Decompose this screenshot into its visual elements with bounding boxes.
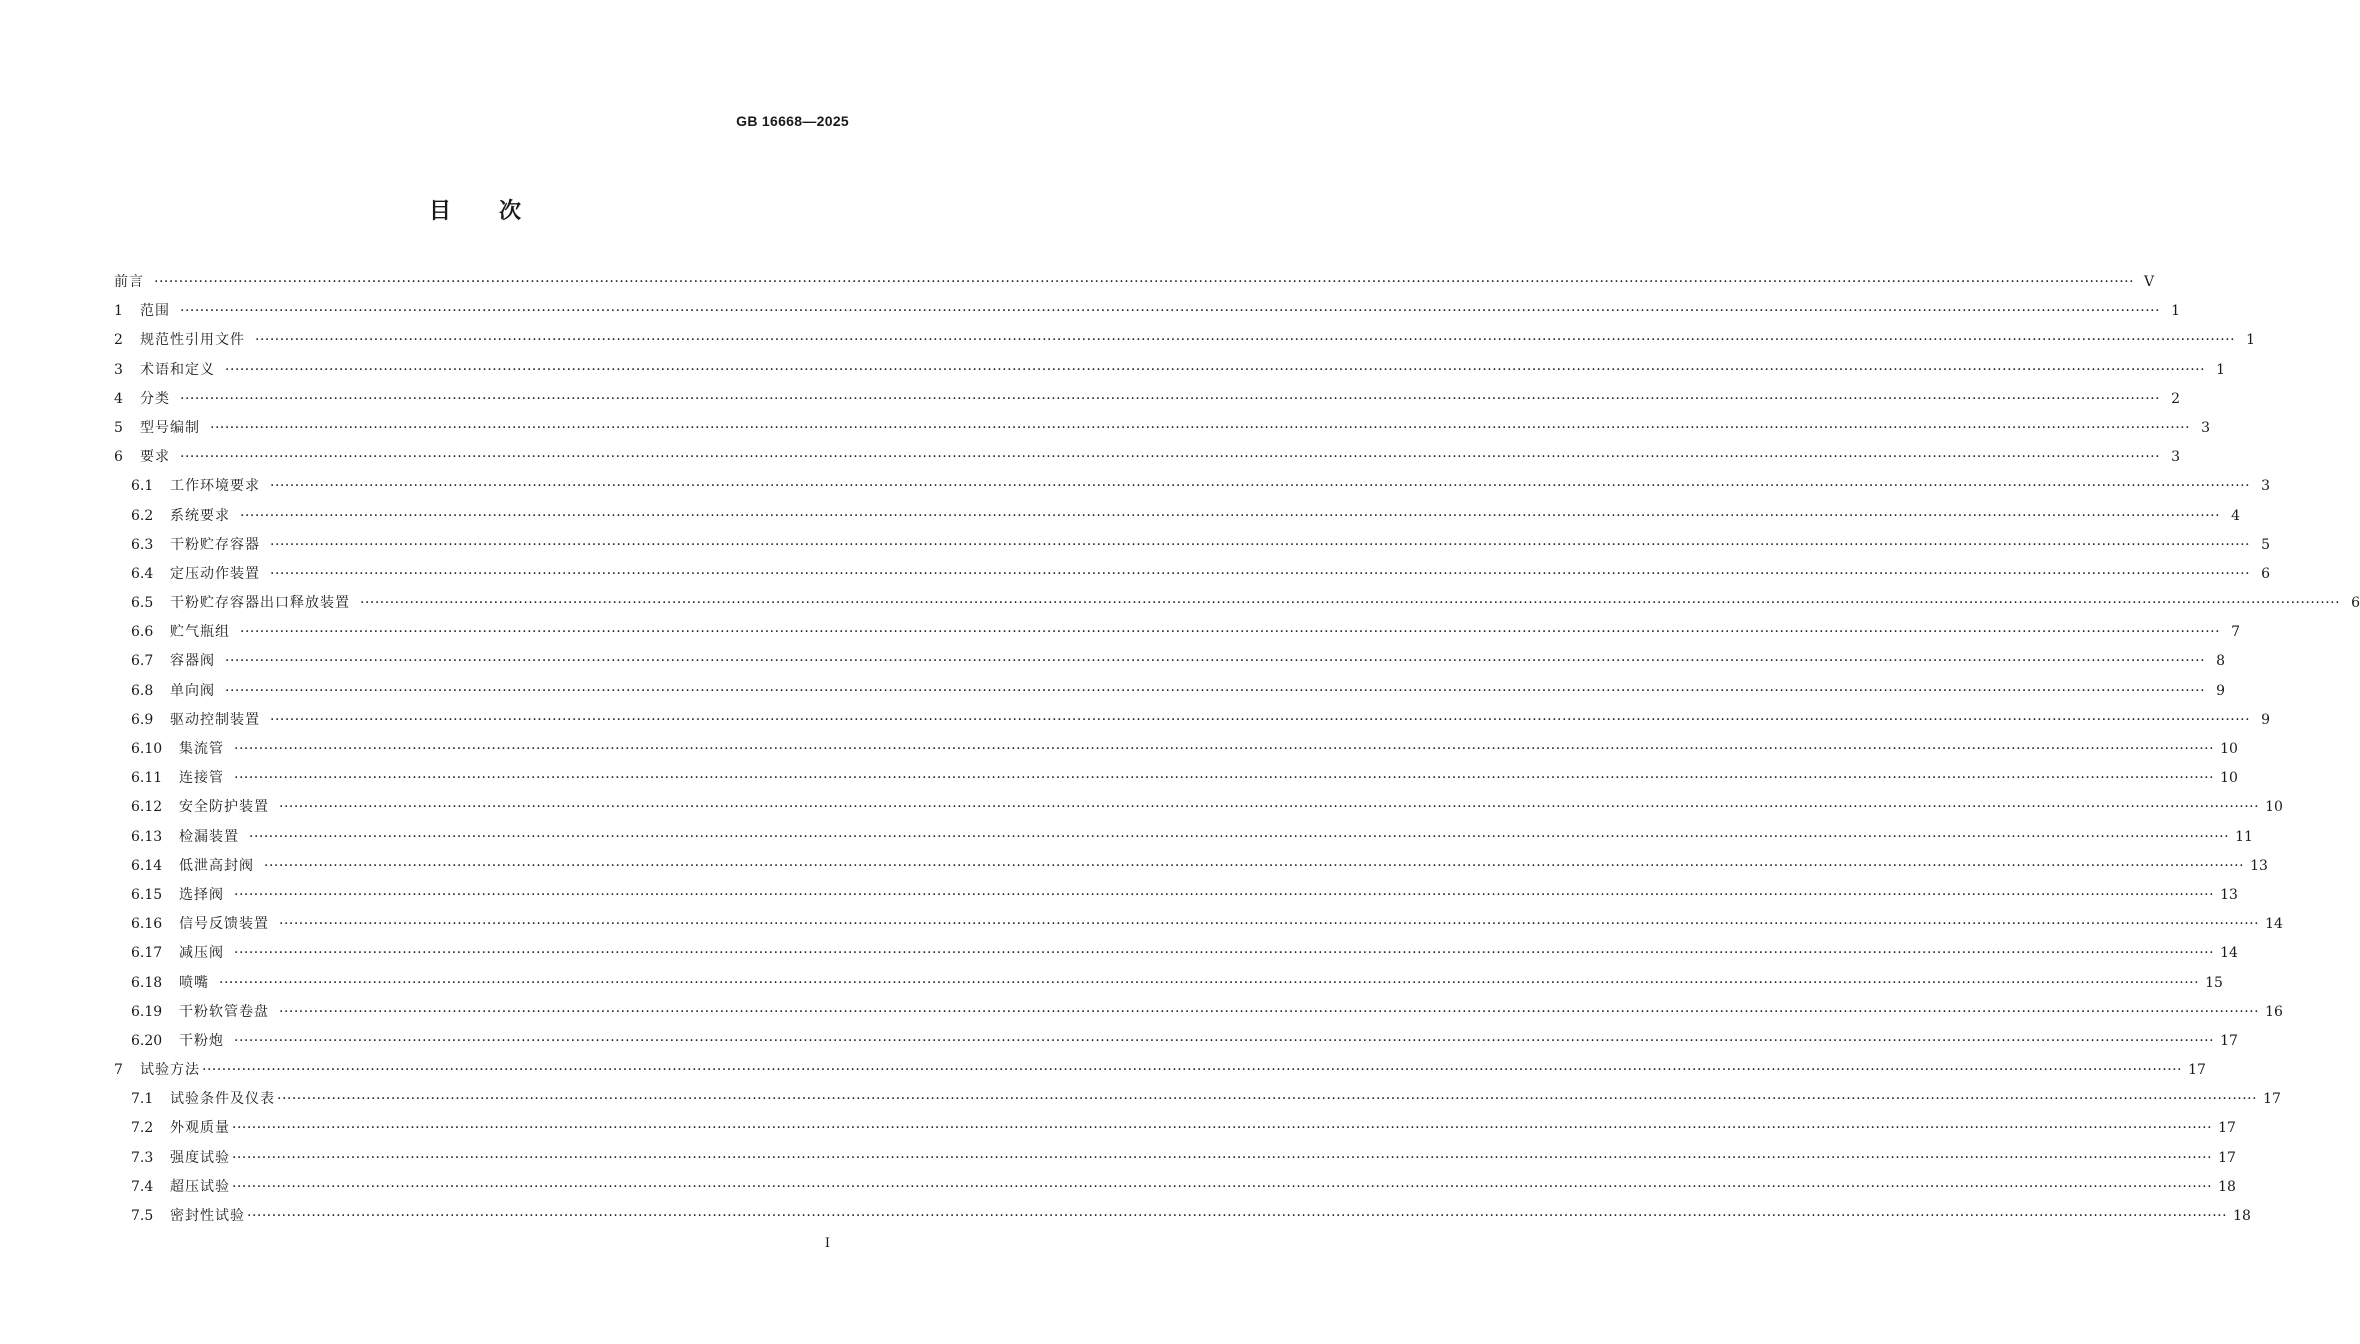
toc-leader-dots: ················································································································································································································································································································································································································ xyxy=(240,507,2221,524)
toc-entry-page: 17 xyxy=(2218,1149,2236,1166)
toc-entry-page: 17 xyxy=(2218,1120,2236,1137)
toc-entry-label: 试验条件及仪表 xyxy=(170,1091,275,1108)
toc-entry[interactable] xyxy=(114,677,2226,706)
toc-entry[interactable] xyxy=(114,1173,2236,1202)
toc-entry-page: 10 xyxy=(2265,799,2283,816)
toc-entry-number: 7.3 xyxy=(131,1149,154,1166)
toc-entry[interactable] xyxy=(114,297,2181,326)
toc-entry-label: 外观质量 xyxy=(170,1120,230,1137)
toc-entry-label: 集流管 xyxy=(179,741,224,757)
toc-entry-page: 6 xyxy=(2261,565,2271,582)
page-number: Ⅰ xyxy=(824,1236,830,1251)
toc-entry-page: 17 xyxy=(2188,1062,2206,1079)
toc-entry-number: 6.7 xyxy=(131,653,154,670)
toc-entry-label: 贮气瓶组 xyxy=(170,624,230,641)
toc-leader-dots: ················································································································································································································································································································································································································ xyxy=(234,945,2215,962)
toc-leader-dots: ················································································································································································································································································································································································································ xyxy=(279,916,2260,933)
toc-leader-dots: ················································································································································································································································································································································································································ xyxy=(180,449,2161,466)
toc-leader-dots: ················································································································································································································································································································································································································ xyxy=(234,1032,2215,1049)
toc-leader-dots: ················································································································································································································································································································································································································ xyxy=(240,624,2221,641)
toc-leader-dots: ················································································································································································································································································································································································································ xyxy=(202,1062,2183,1079)
toc-leader-dots: ················································································································································································································································································································································································································ xyxy=(360,595,2341,612)
toc-entry-number: 6.1 xyxy=(131,478,154,495)
toc-leader-dots: ················································································································································································································································································································································································································ xyxy=(247,1208,2228,1224)
toc-leader-dots: ················································································································································································································································································································································································································ xyxy=(180,303,2161,320)
toc-entry-label: 干粉贮存容器出口释放装置 xyxy=(170,595,350,612)
toc-leader-dots: ················································································································································································································································································································································································································ xyxy=(210,419,2191,436)
toc-entry[interactable] xyxy=(114,823,2253,852)
toc-entry-page: 9 xyxy=(2216,682,2226,699)
toc-entry-label: 单向阀 xyxy=(170,682,215,699)
toc-entry[interactable] xyxy=(114,735,2238,764)
toc-entry-page: 13 xyxy=(2250,857,2268,874)
toc-entry-number: 6.20 xyxy=(131,1032,163,1049)
toc-leader-dots: ················································································································································································································································································································································································································ xyxy=(225,682,2206,699)
toc-entry-label: 选择阀 xyxy=(179,886,224,903)
toc-entry-label: 驱动控制装置 xyxy=(170,711,260,728)
toc-entry-label: 强度试验 xyxy=(170,1149,230,1166)
toc-entry-page: Ⅴ xyxy=(2143,274,2155,290)
toc-entry[interactable] xyxy=(114,793,2283,822)
toc-leader-dots: ················································································································································································································································································································································································································ xyxy=(180,390,2161,407)
toc-entry-page: 10 xyxy=(2220,741,2238,757)
toc-entry-number: 6.16 xyxy=(131,916,163,933)
toc-entry-number: 7.1 xyxy=(131,1091,154,1108)
toc-entry[interactable] xyxy=(114,385,2181,414)
toc-entry-page: 1 xyxy=(2171,303,2181,320)
toc-entry-number: 6.3 xyxy=(131,536,154,553)
toc-entry-page: 3 xyxy=(2171,449,2181,466)
toc-entry-page: 3 xyxy=(2261,478,2271,495)
toc-leader-dots: ················································································································································································································································································································································································································ xyxy=(279,799,2260,816)
toc-entry[interactable] xyxy=(114,502,2241,531)
toc-leader-dots: ················································································································································································································································································································································································································ xyxy=(270,478,2251,495)
toc-entry-label: 分类 xyxy=(140,390,170,407)
toc-entry[interactable] xyxy=(114,472,2271,501)
toc-entry-page: 13 xyxy=(2220,886,2238,903)
toc-entry-label: 型号编制 xyxy=(140,419,200,436)
toc-entry-label: 减压阀 xyxy=(179,945,224,962)
toc-entry-page: 9 xyxy=(2261,711,2271,728)
toc-entry-label: 超压试验 xyxy=(170,1178,230,1195)
toc-entry-page: 1 xyxy=(2216,361,2226,378)
toc-entry-label: 检漏装置 xyxy=(179,828,239,845)
toc-entry-page: 8 xyxy=(2216,653,2226,670)
toc-entry-label: 试验方法 xyxy=(140,1062,200,1079)
toc-entry-label: 工作环境要求 xyxy=(170,478,260,495)
toc-entry-number: 6.17 xyxy=(131,945,163,962)
toc-entry-label: 前言 xyxy=(114,274,144,290)
toc-entry[interactable] xyxy=(114,560,2271,589)
toc-entry[interactable] xyxy=(114,443,2181,472)
toc-entry-label: 干粉软管卷盘 xyxy=(179,1003,269,1020)
toc-entry[interactable] xyxy=(114,1114,2236,1143)
toc-entry[interactable] xyxy=(114,356,2226,385)
toc-entry[interactable] xyxy=(114,326,2256,355)
toc-entry-number: 6.13 xyxy=(131,828,163,845)
toc-leader-dots: ················································································································································································································································································································································································································ xyxy=(154,274,2135,290)
toc-entry-page: 7 xyxy=(2231,624,2241,641)
toc-leader-dots: ················································································································································································································································································································································································································ xyxy=(232,1120,2213,1137)
toc-entry[interactable] xyxy=(114,1027,2238,1056)
toc-entry-label: 安全防护装置 xyxy=(179,799,269,816)
toc-entry-page: 18 xyxy=(2218,1178,2236,1195)
toc-entry-page: 3 xyxy=(2201,419,2211,436)
toc-entry-number: 4 xyxy=(114,390,123,407)
toc-entry-page: 6 xyxy=(2351,595,2360,612)
toc-leader-dots: ················································································································································································································································································································································································································ xyxy=(234,741,2215,757)
toc-entry-page: 4 xyxy=(2231,507,2241,524)
toc-entry-label: 喷嘴 xyxy=(179,974,209,991)
toc-entry-number: 1 xyxy=(114,303,123,320)
toc-entry-page: 17 xyxy=(2263,1091,2281,1108)
toc-entry-label: 术语和定义 xyxy=(140,361,215,378)
toc-entry-number: 6.10 xyxy=(131,741,163,757)
toc-entry-label: 范围 xyxy=(140,303,170,320)
toc-entry-page: 14 xyxy=(2220,945,2238,962)
toc-entry-page: 1 xyxy=(2246,332,2256,349)
toc-leader-dots: ················································································································································································································································································································································································································ xyxy=(232,1178,2213,1195)
toc-entry-page: 14 xyxy=(2265,916,2283,933)
toc-leader-dots: ················································································································································································································································································································································································································ xyxy=(234,886,2215,903)
toc-entry-number: 6.15 xyxy=(131,886,163,903)
toc-entry-page: 2 xyxy=(2171,390,2181,407)
toc-entry-number: 7.2 xyxy=(131,1120,154,1137)
toc-entry-number: 6.8 xyxy=(131,682,154,699)
toc-leader-dots: ················································································································································································································································································································································································································ xyxy=(264,857,2245,874)
toc-entry[interactable] xyxy=(114,881,2238,910)
toc-entry-label: 规范性引用文件 xyxy=(140,332,245,349)
toc-entry-number: 2 xyxy=(114,332,123,349)
toc-entry-label: 密封性试验 xyxy=(170,1208,245,1224)
toc-entry[interactable] xyxy=(114,1202,2251,1231)
toc-entry[interactable] xyxy=(114,589,2360,618)
toc-entry[interactable] xyxy=(114,706,2271,735)
toc-entry-number: 3 xyxy=(114,361,123,378)
toc-entry-label: 连接管 xyxy=(179,770,224,787)
toc-entry[interactable] xyxy=(114,910,2283,939)
toc-entry-label: 系统要求 xyxy=(170,507,230,524)
toc-entry-number: 6.5 xyxy=(131,595,154,612)
standard-number: GB 16668—2025 xyxy=(736,113,849,129)
toc-entry-page: 16 xyxy=(2265,1003,2283,1020)
toc-entry-number: 6.4 xyxy=(131,565,154,582)
toc-entry-page: 15 xyxy=(2205,974,2223,991)
toc-entry-number: 7.5 xyxy=(131,1208,154,1224)
toc-leader-dots: ················································································································································································································································································································································································································ xyxy=(270,536,2251,553)
toc-leader-dots: ················································································································································································································································································································································································································ xyxy=(225,361,2206,378)
toc-leader-dots: ················································································································································································································································································································································································································ xyxy=(270,565,2251,582)
toc-entry[interactable] xyxy=(114,268,2155,297)
toc-entry-number: 6.11 xyxy=(131,770,163,787)
toc-entry-number: 6.12 xyxy=(131,799,163,816)
toc-entry-label: 要求 xyxy=(140,449,170,466)
toc-entry-label: 定压动作装置 xyxy=(170,565,260,582)
toc-leader-dots: ················································································································································································································································································································································································································ xyxy=(277,1091,2258,1108)
toc-entry-page: 11 xyxy=(2235,828,2253,845)
toc-entry-number: 6 xyxy=(114,449,123,466)
toc-leader-dots: ················································································································································································································································································································································································································ xyxy=(279,1003,2260,1020)
page-title: 目次 xyxy=(428,199,569,224)
toc-entry-number: 7.4 xyxy=(131,1178,154,1195)
toc-entry-page: 10 xyxy=(2220,770,2238,787)
toc-entry[interactable] xyxy=(114,1056,2206,1085)
toc-entry[interactable] xyxy=(114,998,2283,1027)
toc-entry[interactable] xyxy=(114,1085,2281,1114)
toc-leader-dots: ················································································································································································································································································································································································································ xyxy=(225,653,2206,670)
toc-entry-number: 7 xyxy=(114,1062,123,1079)
toc-entry-number: 6.19 xyxy=(131,1003,163,1020)
toc-entry-label: 低泄高封阀 xyxy=(179,857,254,874)
toc-entry[interactable] xyxy=(114,618,2241,647)
toc-entry-number: 6.6 xyxy=(131,624,154,641)
toc-entry-page: 18 xyxy=(2233,1208,2251,1224)
toc-entry-label: 干粉贮存容器 xyxy=(170,536,260,553)
toc-leader-dots: ················································································································································································································································································································································································································ xyxy=(234,770,2215,787)
toc-entry-label: 干粉炮 xyxy=(179,1032,224,1049)
toc-entry-number: 6.14 xyxy=(131,857,163,874)
toc-entry[interactable] xyxy=(114,647,2226,676)
toc-leader-dots: ················································································································································································································································································································································································································ xyxy=(255,332,2236,349)
toc-entry[interactable] xyxy=(114,939,2238,968)
table-of-contents xyxy=(114,268,2360,1231)
toc-leader-dots: ················································································································································································································································································································································································································ xyxy=(270,711,2251,728)
toc-entry-number: 6.2 xyxy=(131,507,154,524)
toc-entry[interactable] xyxy=(114,969,2223,998)
toc-entry-label: 容器阀 xyxy=(170,653,215,670)
toc-entry-number: 6.9 xyxy=(131,711,154,728)
toc-entry[interactable] xyxy=(114,531,2271,560)
toc-entry[interactable] xyxy=(114,414,2211,443)
toc-entry-page: 5 xyxy=(2261,536,2271,553)
toc-leader-dots: ················································································································································································································································································································································································································ xyxy=(232,1149,2213,1166)
toc-entry-page: 17 xyxy=(2220,1032,2238,1049)
toc-entry[interactable] xyxy=(114,852,2268,881)
toc-entry-label: 信号反馈装置 xyxy=(179,916,269,933)
toc-entry-number: 6.18 xyxy=(131,974,163,991)
toc-leader-dots: ················································································································································································································································································································································································································ xyxy=(249,828,2230,845)
toc-entry-number: 5 xyxy=(114,419,123,436)
toc-entry[interactable] xyxy=(114,764,2238,793)
toc-entry[interactable] xyxy=(114,1144,2236,1173)
toc-leader-dots: ················································································································································································································································································································································································································ xyxy=(219,974,2200,991)
